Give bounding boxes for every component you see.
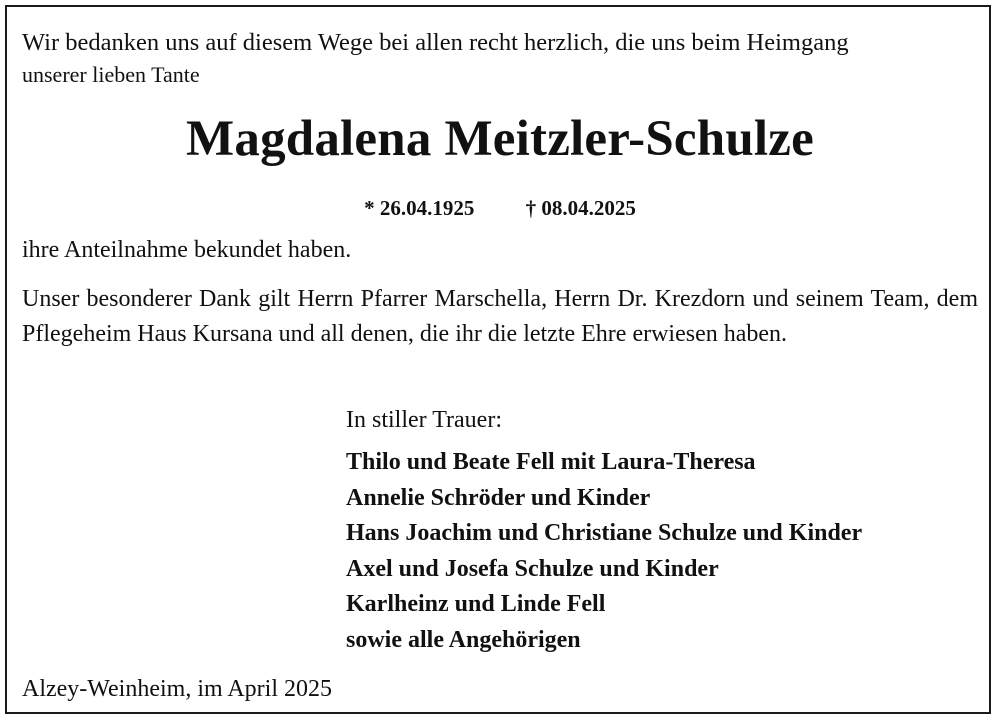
mourners-block (346, 408, 862, 658)
deceased-name: Magdalena Meitzler-Schulze (186, 111, 814, 167)
intro-text-line-1: Wir bedanken uns auf diesem Wege bei allen recht herzlich, die uns beim Heimgang (22, 29, 849, 56)
place-and-date: Alzey-Weinheim, im April 2025 (22, 676, 333, 702)
mourning-heading: In stiller Trauer: (346, 407, 502, 433)
mourner-entry: sowie alle Angehörigen (346, 626, 581, 653)
condolence-line: ihre Anteilnahme bekundet haben. (22, 237, 352, 263)
mourner-entry: Thilo und Beate Fell mit Laura-Theresa (346, 449, 756, 475)
mourner-entry: Axel und Josefa Schulze und Kinder (346, 555, 719, 582)
intro-text-line-2: unserer lieben Tante (22, 62, 200, 87)
life-dates (0, 198, 1000, 219)
mourner-entry: Hans Joachim und Christiane Schulze und Kinder (346, 520, 863, 546)
birth-date: * 26.04.1925 (364, 196, 475, 220)
thanks-paragraph: Unser besonderer Dank gilt Herrn Pfarrer Marschella, Herrn Dr. Krezdorn und seinem Team, dem Pflegeheim Haus Kursana und all denen, die ihr die letzte Ehre erwiesen haben. (22, 286, 978, 347)
death-date: † 08.04.2025 (525, 196, 636, 220)
mourner-entry: Karlheinz und Linde Fell (346, 591, 606, 617)
mourners-list (346, 445, 862, 658)
mourner-entry: Annelie Schröder und Kinder (346, 484, 651, 511)
